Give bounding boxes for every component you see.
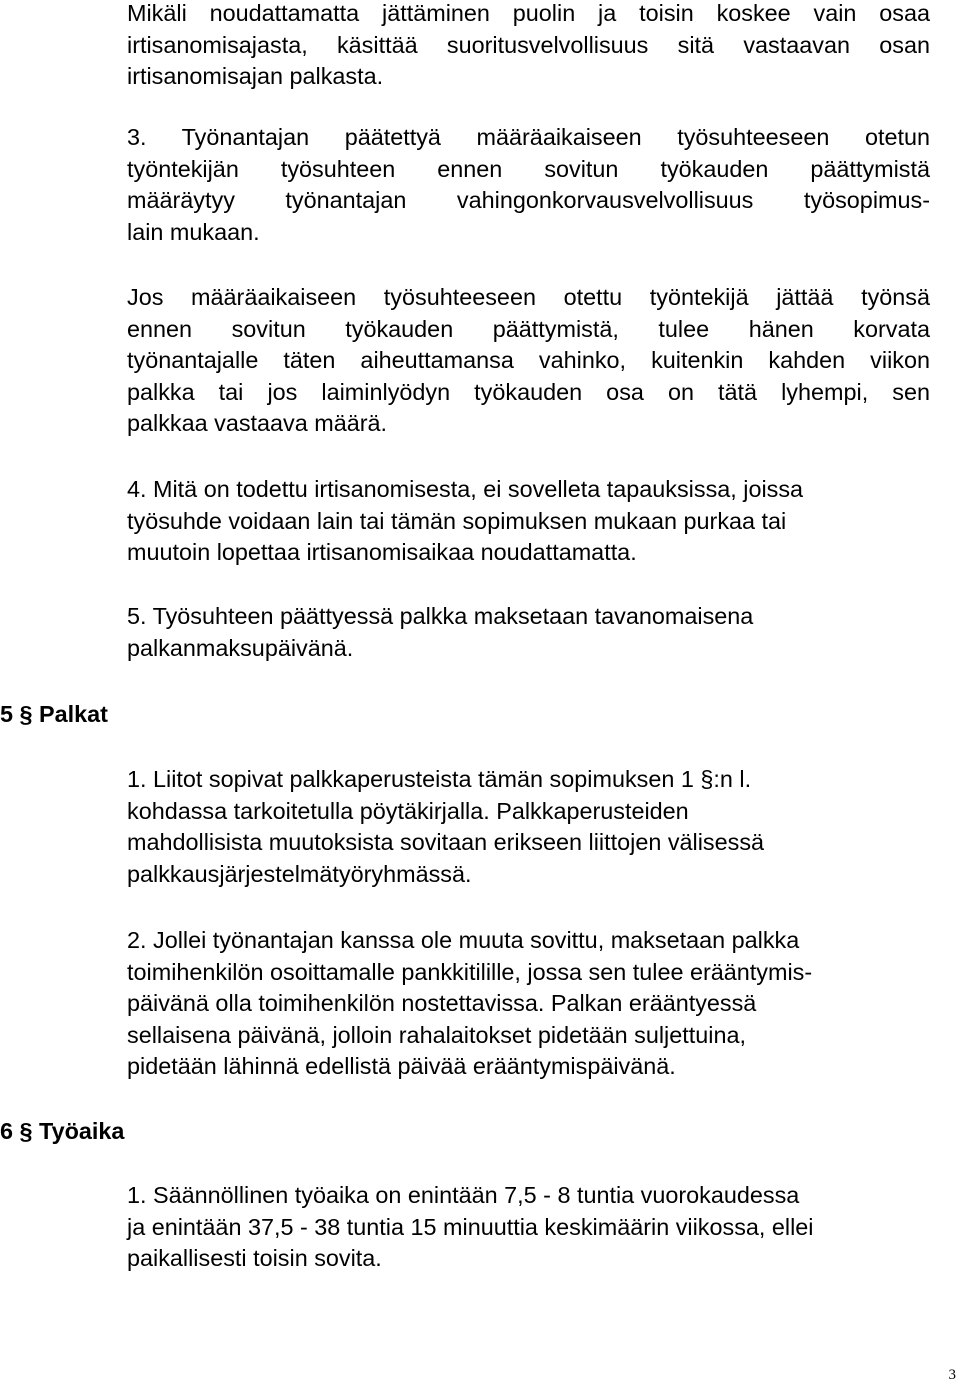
- page-number: 3: [948, 1367, 956, 1383]
- paragraph-item-3-continued: [127, 282, 930, 440]
- text-line: sellaisena päivänä, jolloin rahalaitokset pidetään suljettuina,: [127, 1021, 746, 1048]
- intro-paragraph: [127, 0, 930, 93]
- text-line: päivänä olla toimihenkilön nostettavissa. Palkan erääntyessä: [127, 990, 757, 1016]
- text-line: Mikäli noudattamatta jättäminen puolin ja toisin koskee vain osaa: [127, 0, 930, 26]
- section-heading-palkat: 5 § Palkat: [0, 701, 108, 727]
- text-line: irtisanomisajan palkasta.: [127, 63, 384, 89]
- text-line: paikallisesti toisin sovita.: [127, 1245, 382, 1271]
- text-line: palkkausjärjestelmätyöryhmässä.: [127, 860, 472, 887]
- text-line: Jos määräaikaiseen työsuhteeseen otettu työntekijä jättää työnsä: [127, 284, 930, 310]
- text-line: 2. Jollei työnantajan kanssa ole muuta sovittu, maksetaan palkka: [127, 927, 800, 953]
- text-line: 5. Työsuhteen päättyessä palkka maksetaan tavanomaisena: [127, 603, 754, 629]
- text-line: 1. Säännöllinen työaika on enintään 7,5 - 8 tuntia vuorokaudessa: [127, 1182, 800, 1208]
- text-line: mahdollisista muutoksista sovitaan erikseen liittojen välisessä: [127, 829, 765, 855]
- text-line: työnantajalle täten aiheuttamansa vahinko, kuitenkin kahden viikon: [127, 347, 930, 373]
- paragraph-palkat-item-1: [127, 764, 930, 890]
- text-line: työntekijän työsuhteen ennen sovitun työkauden päättymistä: [127, 155, 930, 182]
- text-line: pidetään lähinnä edellistä päivää erääntymispäivänä.: [127, 1053, 676, 1079]
- text-line: ennen sovitun työkauden päättymistä, tulee hänen korvata: [127, 315, 930, 342]
- text-line: palkka tai jos laiminlyödyn työkauden osa on tätä lyhempi, sen: [127, 378, 930, 405]
- text-line: määräytyy työnantajan vahingonkorvausvelvollisuus työsopimus-: [127, 187, 930, 213]
- text-line: ja enintään 37,5 - 38 tuntia 15 minuuttia keskimäärin viikossa, ellei: [127, 1213, 814, 1240]
- paragraph-item-4: [127, 474, 930, 569]
- text-line: irtisanomisajasta, käsittää suoritusvelvollisuus sitä vastaavan osan: [127, 31, 930, 58]
- paragraph-item-3: [127, 122, 930, 248]
- paragraph-item-5: [127, 601, 930, 664]
- text-line: muutoin lopettaa irtisanomisaikaa noudattamatta.: [127, 539, 637, 565]
- paragraph-tyoaika-item-1: [127, 1180, 930, 1275]
- text-line: palkkaa vastaava määrä.: [127, 410, 388, 436]
- text-line: 3. Työnantajan päätettyä määräaikaiseen työsuhteeseen otetun: [127, 124, 930, 150]
- text-line: lain mukaan.: [127, 218, 260, 245]
- text-line: 1. Liitot sopivat palkkaperusteista tämän sopimuksen 1 §:n l.: [127, 766, 752, 792]
- paragraph-palkat-item-2: [127, 925, 930, 1083]
- section-heading-tyoaika: 6 § Työaika: [0, 1118, 125, 1144]
- text-line: palkanmaksupäivänä.: [127, 634, 354, 661]
- text-line: toimihenkilön osoittamalle pankkitilille, jossa sen tulee erääntymis-: [127, 958, 813, 985]
- text-line: 4. Mitä on todettu irtisanomisesta, ei sovelleta tapauksissa, joissa: [127, 476, 804, 502]
- text-line: työsuhde voidaan lain tai tämän sopimuksen mukaan purkaa tai: [127, 507, 787, 534]
- text-line: kohdassa tarkoitetulla pöytäkirjalla. Palkkaperusteiden: [127, 797, 689, 824]
